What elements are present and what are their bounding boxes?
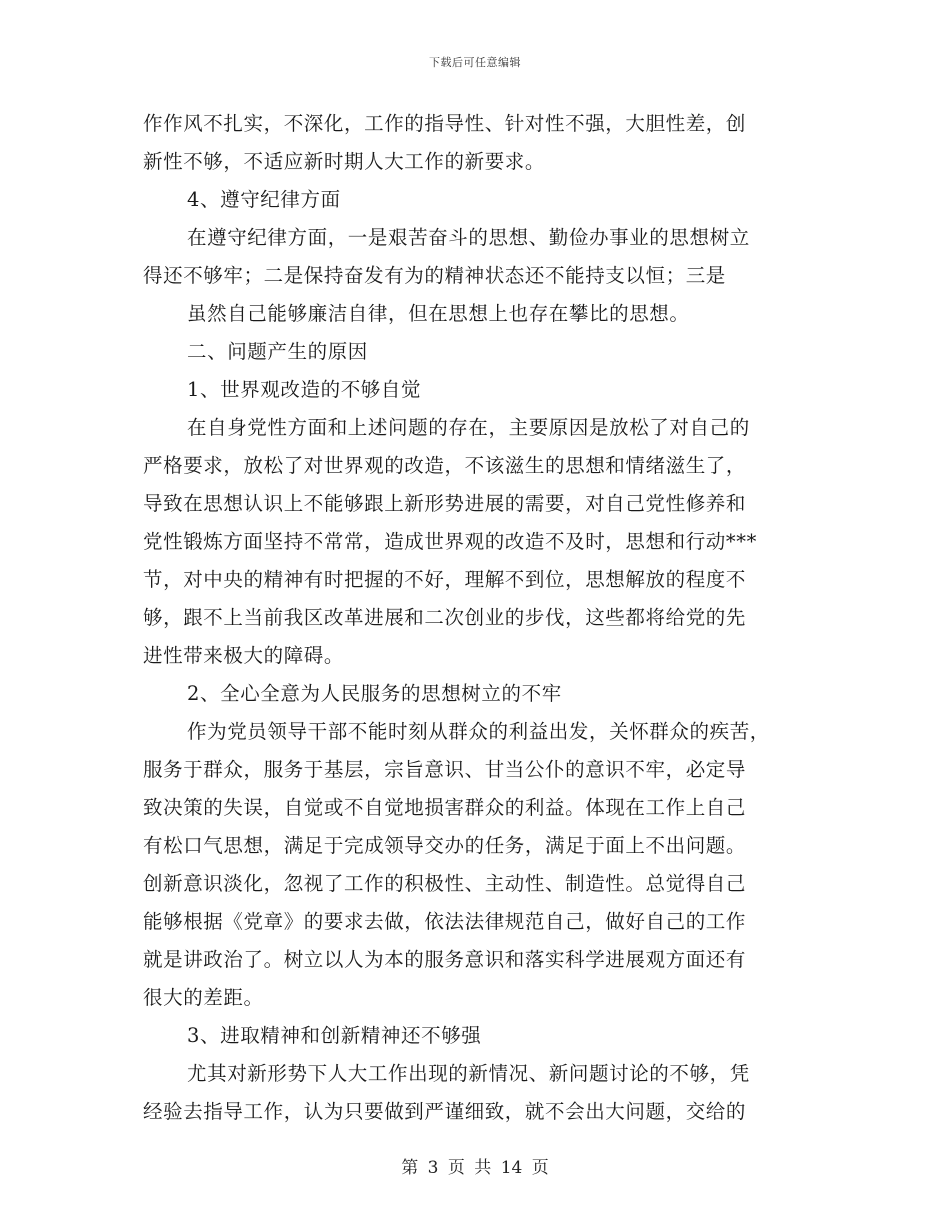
- subsection-heading-1: 1、世界观改造的不够自觉: [187, 378, 422, 401]
- body-line-5: 得还不够牢；二是保持奋发有为的精神状态还不能持支以恒；三是: [143, 264, 726, 287]
- body-line-27: 经验去指导工作，认为只要做到严谨细致，就不会出大问题，交给的: [143, 1100, 747, 1123]
- body-line-23: 就是讲政治了。树立以人为本的服务意识和落实科学进展观方面还有: [143, 948, 747, 971]
- body-line-9: 在自身党性方面和上述问题的存在，主要原因是放松了对自己的: [187, 416, 750, 439]
- subsection-heading-2: 2、全心全意为人民服务的思想树立的不牢: [187, 682, 562, 705]
- body-line-6: 虽然自己能够廉洁自律，但在思想上也存在攀比的思想。: [187, 302, 690, 325]
- section-heading-2: 二、问题产生的原因: [187, 340, 368, 363]
- page-footer: 第 3 页 共 14 页: [401, 1158, 549, 1178]
- body-line-10: 严格要求，放松了对世界观的改造，不该滋生的思想和情绪滋生了，: [143, 454, 747, 477]
- document-body: [143, 105, 813, 1131]
- body-line-4: 在遵守纪律方面，一是艰苦奋斗的思想、勤俭办事业的思想树立: [187, 226, 750, 249]
- body-line-18: 服务于群众，服务于基层，宗旨意识、甘当公仆的意识不牢，必定导: [143, 758, 747, 781]
- body-line-14: 够，跟不上当前我区改革进展和二次创业的步伐，这些都将给党的先: [143, 606, 747, 629]
- body-line-17: 作为党员领导干部不能时刻从群众的利益出发，关怀群众的疾苦，: [187, 720, 770, 743]
- body-line-1: 作作风不扎实，不深化，工作的指导性、针对性不强，大胆性差，创: [143, 112, 747, 135]
- body-line-19: 致决策的失误，自觉或不自觉地损害群众的利益。体现在工作上自己: [143, 796, 747, 819]
- page-header: 下载后可任意编辑: [429, 56, 521, 69]
- body-line-24: 很大的差距。: [143, 986, 264, 1009]
- body-line-20: 有松口气思想，满足于完成领导交办的任务，满足于面上不出问题。: [143, 834, 747, 857]
- body-line-26: 尤其对新形势下人大工作出现的新情况、新问题讨论的不够，凭: [187, 1062, 750, 1085]
- section-heading-4: 4、遵守纪律方面: [187, 188, 341, 211]
- body-line-22: 能够根据《党章》的要求去做，依法法律规范自己，做好自己的工作: [143, 910, 747, 933]
- body-line-2: 新性不够，不适应新时期人大工作的新要求。: [143, 150, 546, 173]
- body-line-13: 节，对中央的精神有时把握的不好，理解不到位，思想解放的程度不: [143, 568, 747, 591]
- body-line-12: 党性锻炼方面坚持不常常，造成世界观的改造不及时，思想和行动***: [143, 530, 757, 553]
- body-line-21: 创新意识淡化，忽视了工作的积极性、主动性、制造性。总觉得自己: [143, 872, 747, 895]
- body-line-11: 导致在思想认识上不能够跟上新形势进展的需要，对自己党性修养和: [143, 492, 747, 515]
- body-line-15: 进性带来极大的障碍。: [143, 644, 345, 667]
- subsection-heading-3: 3、进取精神和创新精神还不够强: [187, 1024, 482, 1047]
